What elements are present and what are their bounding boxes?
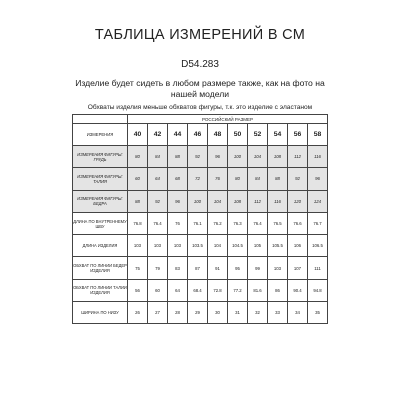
table-cell: 76.5 (268, 212, 288, 234)
table-cell: 79 (148, 257, 168, 279)
table-row (73, 212, 328, 234)
table-cell: 95 (228, 257, 248, 279)
table-row (73, 235, 328, 257)
page-title: ТАБЛИЦА ИЗМЕРЕНИЙ В СМ (94, 27, 306, 43)
table-cell: 72.8 (208, 279, 228, 301)
table-cell: 76.6 (288, 212, 308, 234)
table-cell: 103 (268, 257, 288, 279)
table-cell: 76.4 (148, 212, 168, 234)
table-cell: 106 (288, 235, 308, 257)
table-cell: 105.5 (268, 235, 288, 257)
fit-note-line-1: Изделие будет сидеть в любом размере также, как на фото на (75, 78, 325, 88)
table-cell: 64 (148, 168, 168, 190)
table-cell: 29 (188, 302, 208, 324)
table-cell: 92 (148, 190, 168, 212)
table-cell: 94.8 (308, 279, 328, 301)
table-cell: 30 (208, 302, 228, 324)
table-cell: 68 (168, 168, 188, 190)
size-header-cell: 46 (188, 124, 208, 146)
table-cell: 92 (288, 168, 308, 190)
table-cell: 103.5 (188, 235, 208, 257)
table-cell: 90.4 (288, 279, 308, 301)
table-cell: 116 (268, 190, 288, 212)
table-cell: 56 (128, 279, 148, 301)
table-cell: 96 (208, 146, 228, 168)
table-cell: 112 (248, 190, 268, 212)
table-cell: 76.2 (208, 212, 228, 234)
table-cell: 81.6 (248, 279, 268, 301)
size-header-label: ИЗМЕРЕНИЯ (73, 124, 128, 146)
table-cell: 83 (168, 257, 188, 279)
size-header-cell: 54 (268, 124, 288, 146)
table-cell: 28 (168, 302, 188, 324)
row-label: ДЛИНА ИЗДЕЛИЯ (73, 235, 128, 257)
row-label: ИЗМЕРЕНИЯ ФИГУРЫ: ГРУДЬ (73, 146, 128, 168)
table-cell: 77.2 (228, 279, 248, 301)
table-row (73, 190, 328, 212)
table-cell: 96 (168, 190, 188, 212)
table-cell: 107 (288, 257, 308, 279)
table-cell: 88 (168, 146, 188, 168)
table-cell: 27 (148, 302, 168, 324)
table-cell: 87 (188, 257, 208, 279)
table-cell: 64 (168, 279, 188, 301)
table-cell: 76.3 (228, 212, 248, 234)
size-header-cell: 58 (308, 124, 328, 146)
size-header-cell: 42 (148, 124, 168, 146)
table-cell: 100 (228, 146, 248, 168)
row-label: ШИРИНА ПО НИЗУ (73, 302, 128, 324)
row-label: ОБХВАТ ПО ЛИНИИ ТАЛИИ ИЗДЕЛИЯ (73, 279, 128, 301)
table-cell: 76 (208, 168, 228, 190)
table-row (73, 168, 328, 190)
table-cell: 32 (248, 302, 268, 324)
table-cell: 112 (288, 146, 308, 168)
table-cell: 96 (308, 168, 328, 190)
table-cell: 105 (248, 235, 268, 257)
size-header-cell: 50 (228, 124, 248, 146)
table-cell: 104 (208, 190, 228, 212)
elastane-note: Обхваты изделия меньше обхватов фигуры, т.к. это изделие с эластаном (87, 104, 313, 111)
table-cell: 60 (128, 168, 148, 190)
table-cell: 33 (268, 302, 288, 324)
table-cell: 103 (128, 235, 148, 257)
table-cell: 76 (168, 212, 188, 234)
table-row (73, 279, 328, 301)
table-group-header: РОССИЙСКИЙ РАЗМЕР (128, 115, 328, 124)
table-row (73, 302, 328, 324)
table-row (73, 146, 328, 168)
table-cell: 100 (188, 190, 208, 212)
fit-note (50, 78, 350, 100)
table-cell: 26 (128, 302, 148, 324)
table-cell: 120 (288, 190, 308, 212)
size-header-row (73, 124, 328, 146)
table-cell: 75 (128, 257, 148, 279)
table-cell: 35 (308, 302, 328, 324)
table-cell: 31 (228, 302, 248, 324)
table-cell: 80 (228, 168, 248, 190)
table-row (73, 257, 328, 279)
size-table (72, 114, 328, 324)
table-cell: 104 (248, 146, 268, 168)
table-cell: 104 (208, 235, 228, 257)
table-cell: 68.4 (188, 279, 208, 301)
size-header-cell: 40 (128, 124, 148, 146)
table-cell: 91 (208, 257, 228, 279)
table-cell: 76.8 (128, 212, 148, 234)
size-header-cell: 44 (168, 124, 188, 146)
table-cell: 108 (228, 190, 248, 212)
size-header-cell: 48 (208, 124, 228, 146)
row-label: ИЗМЕРЕНИЯ ФИГУРЫ: БЕДРА (73, 190, 128, 212)
table-cell: 86 (268, 279, 288, 301)
table-corner-cell (73, 115, 128, 124)
table-cell: 99 (248, 257, 268, 279)
fit-note-line-2: нашей модели (170, 89, 230, 99)
table-cell: 76.4 (248, 212, 268, 234)
table-group-header-row (73, 115, 328, 124)
size-header-cell: 52 (248, 124, 268, 146)
table-cell: 111 (308, 257, 328, 279)
size-header-cell: 56 (288, 124, 308, 146)
table-cell: 103 (168, 235, 188, 257)
row-label: ОБХВАТ ПО ЛИНИИ БЕДЕР ИЗДЕЛИЯ (73, 257, 128, 279)
table-cell: 108 (268, 146, 288, 168)
table-cell: 92 (188, 146, 208, 168)
row-label: ИЗМЕРЕНИЯ ФИГУРЫ: ТАЛИЯ (73, 168, 128, 190)
table-cell: 60 (148, 279, 168, 301)
table-cell: 34 (288, 302, 308, 324)
table-cell: 84 (248, 168, 268, 190)
table-cell: 80 (128, 146, 148, 168)
table-cell: 72 (188, 168, 208, 190)
table-cell: 76.7 (308, 212, 328, 234)
table-cell: 124 (308, 190, 328, 212)
article-code: D54.283 (181, 59, 219, 70)
table-cell: 116 (308, 146, 328, 168)
table-cell: 106.5 (308, 235, 328, 257)
table-cell: 104.5 (228, 235, 248, 257)
table-cell: 88 (268, 168, 288, 190)
table-cell: 103 (148, 235, 168, 257)
table-cell: 88 (128, 190, 148, 212)
table-cell: 76.1 (188, 212, 208, 234)
table-cell: 84 (148, 146, 168, 168)
row-label: ДЛИНА ПО ВНУТРЕННЕМУ ШВУ (73, 212, 128, 234)
